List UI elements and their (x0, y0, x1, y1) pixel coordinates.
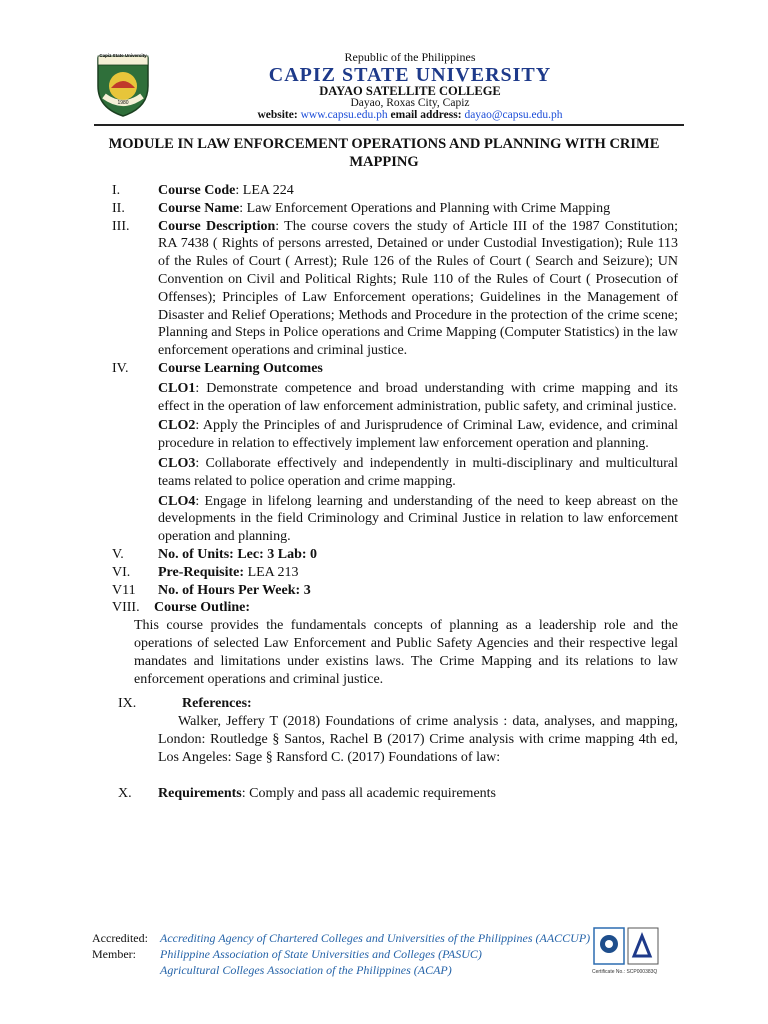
section-label: References: (182, 696, 252, 712)
clo-text: : Collaborate effectively and independently in multi-disciplinary and multicultural teams related to police operation and crime mapping. (158, 455, 678, 489)
accredited-label: Accredited: (92, 931, 148, 945)
section-course-description (112, 218, 678, 360)
clo-text: : Apply the Principles of and Jurisprudence of Criminal Law, evidence, and criminal procedure in relation to effectively implement law enforcement operation and planning. (158, 418, 678, 452)
section-label: Course Name (158, 200, 240, 216)
section-label: Requirements (158, 785, 242, 801)
footer-row (92, 962, 592, 978)
section-number: I. (112, 183, 121, 198)
member-label: Member: (92, 947, 136, 961)
section-label: No. of Units: Lec: 3 Lab: 0 (158, 546, 318, 562)
section-label: Course Learning Outcomes (158, 360, 323, 376)
section-number: V. (112, 546, 124, 562)
logo-text: Capiz State University (99, 53, 147, 58)
references-text (112, 713, 678, 766)
logo-year: 1980 (117, 100, 129, 106)
email-label: email address: (390, 109, 462, 121)
module-title: MODULE IN LAW ENFORCEMENT OPERATIONS AND PLANNING WITH CRIME MAPPING (108, 136, 660, 170)
section-number: II. (112, 200, 125, 216)
website-link[interactable]: www.capsu.edu.ph (300, 109, 388, 121)
section-label: Course Outline: (154, 600, 251, 616)
university-name: CAPIZ STATE UNIVERSITY (268, 64, 552, 86)
section-value: : Comply and pass all academic requirements (241, 785, 496, 801)
section-units (112, 546, 678, 564)
clo4 (158, 493, 678, 546)
section-number: III. (112, 218, 130, 234)
membership-item: Agricultural Colleges Association of the Philippines (ACAP) (160, 963, 452, 977)
clo-text: : Engage in lifelong learning and understanding of the need to keep abreast on the developments in the field Criminology and Criminal Justice in relation to law enforcement operation and planning. (158, 493, 678, 545)
republic-line: Republic of the Philippines (344, 50, 476, 64)
section-number: VI. (112, 564, 131, 580)
section-course-name (112, 200, 678, 218)
section-value: : Law Enforcement Operations and Planning with Crime Mapping (239, 200, 611, 216)
membership-item: Philippine Association of State Universities and Colleges (PASUC) (160, 947, 482, 961)
section-value: : The course covers the study of Article III of the 1987 Constitution; RA 7438 ( Rights of persons arrested, Detained or under Custodial Investigation); Rule 113 of the Rules of Court ( Arrest); Rule 126 of the Rules of Court ( Search and Seizure); UN Convention on Civil and Political Rights; Rule 110 of the Rules of Court ( Prosecution of Offenses); Principles of Law Enforcement operations; Guidelines in the Management of Disaster and Relief Operations; Methods and Procedure in the protection of the crime scene; Planning and Steps in Police operations and Crime Mapping (Computer Statistics) in the law enforcement operations and criminal justice. (158, 218, 678, 359)
footer-row (92, 946, 592, 962)
section-number: IX. (118, 696, 137, 712)
footer-row (92, 930, 592, 946)
university-seal-logo (94, 52, 152, 118)
contact-line (180, 109, 640, 121)
clo-label: CLO1 (158, 380, 196, 396)
clo-label: CLO2 (158, 418, 196, 434)
section-references-heading (112, 695, 678, 713)
section-number: IV. (112, 360, 129, 376)
section-requirements (112, 785, 678, 803)
section-label: Course Code (158, 183, 236, 198)
section-number: V11 (112, 582, 136, 598)
clo-label: CLO3 (158, 455, 196, 471)
header-divider (94, 124, 684, 126)
section-learning-outcomes (112, 360, 678, 546)
accreditation-item: Accrediting Agency of Chartered Colleges and Universities of the Philippines (AACCUP) (160, 931, 591, 945)
section-number: X. (118, 785, 132, 801)
section-label: Pre-Requisite: (158, 564, 245, 580)
section-prerequisite (112, 564, 678, 582)
section-label: Course Description (158, 218, 276, 234)
course-outline-text: This course provides the fundamentals concepts of planning as a leadership role and the operations of selected Law Enforcement and Public Safety Agencies and their respective legal mandates and limitations under existins laws. The Crime Mapping and its relations to law enforcement operations and criminal justice. (134, 618, 678, 687)
email-link[interactable]: dayao@capsu.edu.ph (464, 109, 563, 121)
clo-label: CLO4 (158, 493, 196, 509)
clo3 (158, 455, 678, 491)
certificate-number: Certificate No.: SCP000383Q (592, 969, 658, 975)
clo2 (158, 417, 678, 453)
college-name: DAYAO SATELLITE COLLEGE (319, 84, 501, 98)
section-value: : LEA 224 (235, 183, 294, 198)
course-syllabus (112, 182, 678, 802)
references-list: Walker, Jeffery T (2018) Foundations of crime analysis : data, analyses, and mapping, London: Routledge § Santos, Rachel B (2017) Crime analysis with crime mapping 4th ed, Los Angeles: Sage § Ransford C. (2017) Foundations of law: (158, 714, 678, 765)
section-hours (112, 582, 678, 600)
college-address: Dayao, Roxas City, Capiz (350, 97, 470, 109)
clo-text: : Demonstrate competence and broad understanding with crime mapping and its effect in the operation of law enforcement administration, public safety, and criminal justice. (158, 380, 678, 414)
website-label: website: (257, 109, 298, 121)
clo1 (158, 380, 678, 416)
section-label: No. of Hours Per Week: 3 (158, 582, 311, 598)
section-value: LEA 213 (244, 564, 299, 580)
section-outline-heading (112, 599, 678, 617)
accreditation-footer (92, 930, 592, 978)
section-number: VIII. (112, 600, 140, 616)
section-course-code (112, 182, 678, 200)
